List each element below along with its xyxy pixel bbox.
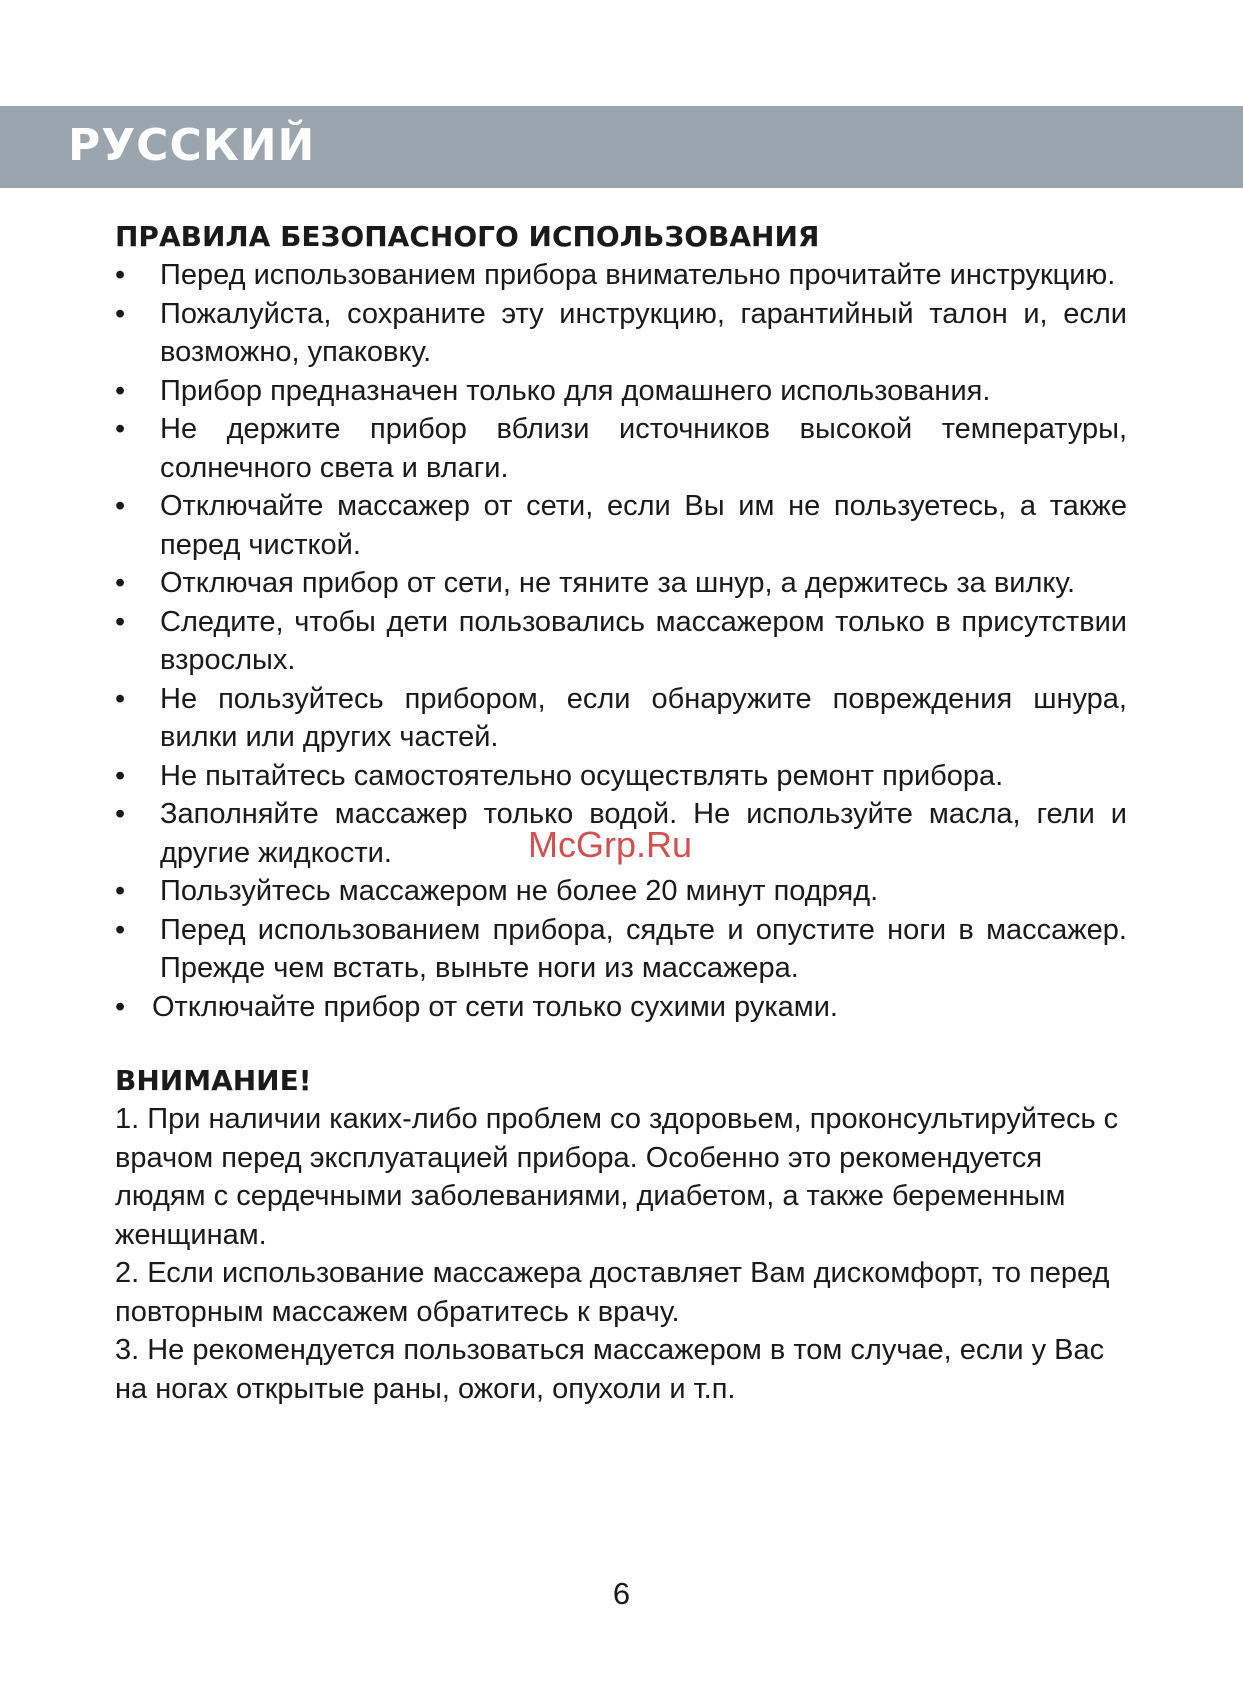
rule-text: Следите, чтобы дети пользовались массажером только в присутствии взрослых. — [160, 605, 1127, 676]
rule-text: Отключайте массажер от сети, если Вы им не пользуетесь, а также перед чисткой. — [160, 490, 1127, 561]
bullet-icon: • — [115, 567, 126, 599]
list-item — [115, 487, 1127, 564]
rule-text: Заполняйте массажер только водой. Не используйте масла, гели и другие жидкости. — [160, 798, 1127, 869]
bullet-icon: • — [115, 875, 126, 907]
rule-text: Пользуйтесь массажером не более 20 минут подряд. — [160, 875, 879, 907]
bullet-icon: • — [115, 605, 126, 638]
list-item — [115, 872, 1127, 911]
list-item — [115, 680, 1127, 757]
watermark: McGrp.Ru — [528, 824, 693, 865]
list-item — [115, 256, 1127, 295]
rule-text: Не держите прибор вблизи источников высокой температуры, солнечного света и влаги. — [160, 413, 1127, 484]
page-content — [115, 218, 1127, 1408]
bullet-icon: • — [115, 259, 126, 291]
list-item — [115, 603, 1127, 680]
bullet-icon: • — [115, 682, 126, 715]
bullet-icon: • — [115, 413, 126, 445]
bullet-icon: • — [115, 374, 126, 407]
rule-text: Отключайте прибор от сети только сухими руками. — [152, 990, 838, 1023]
list-item — [115, 295, 1127, 372]
list-item — [115, 988, 1127, 1027]
rule-text: Прибор предназначен только для домашнего использования. — [160, 374, 991, 407]
bullet-icon: • — [115, 297, 126, 330]
rule-text: Не пользуйтесь прибором, если обнаружите повреждения шнура, вилки или других частей. — [160, 682, 1127, 753]
list-item — [115, 564, 1127, 603]
rule-text: Не пытайтесь самостоятельно осуществлять ремонт прибора. — [160, 759, 1004, 792]
attention-paragraph: 1. При наличии каких-либо проблем со здоровьем, проконсультируйтесь с врачом перед эксплуатацией прибора. Особенно это рекомендуется людям с сердечными заболеваниями, диабетом, а также беременным женщинам. — [115, 1103, 1119, 1251]
bullet-icon: • — [115, 759, 126, 792]
attention-paragraph: 2. Если использование массажера доставляет Вам дискомфорт, то перед повторным массажем обратитесь к врачу. — [115, 1257, 1110, 1328]
language-title: РУССКИЙ — [68, 120, 316, 171]
page-number: 6 — [612, 1576, 631, 1611]
attention-heading: ВНИМАНИЕ! — [115, 1064, 312, 1097]
bullet-icon: • — [115, 913, 126, 946]
bullet-icon: • — [115, 490, 126, 522]
list-item — [115, 757, 1127, 796]
rule-text: Перед использованием прибора, сядьте и опустите ноги в массажер. Прежде чем встать, выньте ноги из массажера. — [160, 913, 1127, 984]
list-item — [115, 911, 1127, 988]
rule-text: Отключая прибор от сети, не тяните за шнур, а держитесь за вилку. — [160, 567, 1076, 599]
bullet-icon: • — [115, 990, 126, 1023]
language-banner — [0, 106, 1243, 188]
attention-paragraph: 3. Не рекомендуется пользоваться массажером в том случае, если у Вас на ногах открытые раны, ожоги, опухоли и т.п. — [115, 1334, 1105, 1405]
bullet-icon: • — [115, 798, 126, 830]
rule-text: Пожалуйста, сохраните эту инструкцию, гарантийный талон и, если возможно, упаковку. — [160, 297, 1127, 368]
safety-rules-heading: ПРАВИЛА БЕЗОПАСНОГО ИСПОЛЬЗОВАНИЯ — [115, 220, 820, 253]
list-item — [115, 372, 1127, 411]
list-item — [115, 410, 1127, 487]
safety-rules-list — [115, 256, 1127, 1026]
rule-text: Перед использованием прибора внимательно прочитайте инструкцию. — [160, 259, 1116, 291]
